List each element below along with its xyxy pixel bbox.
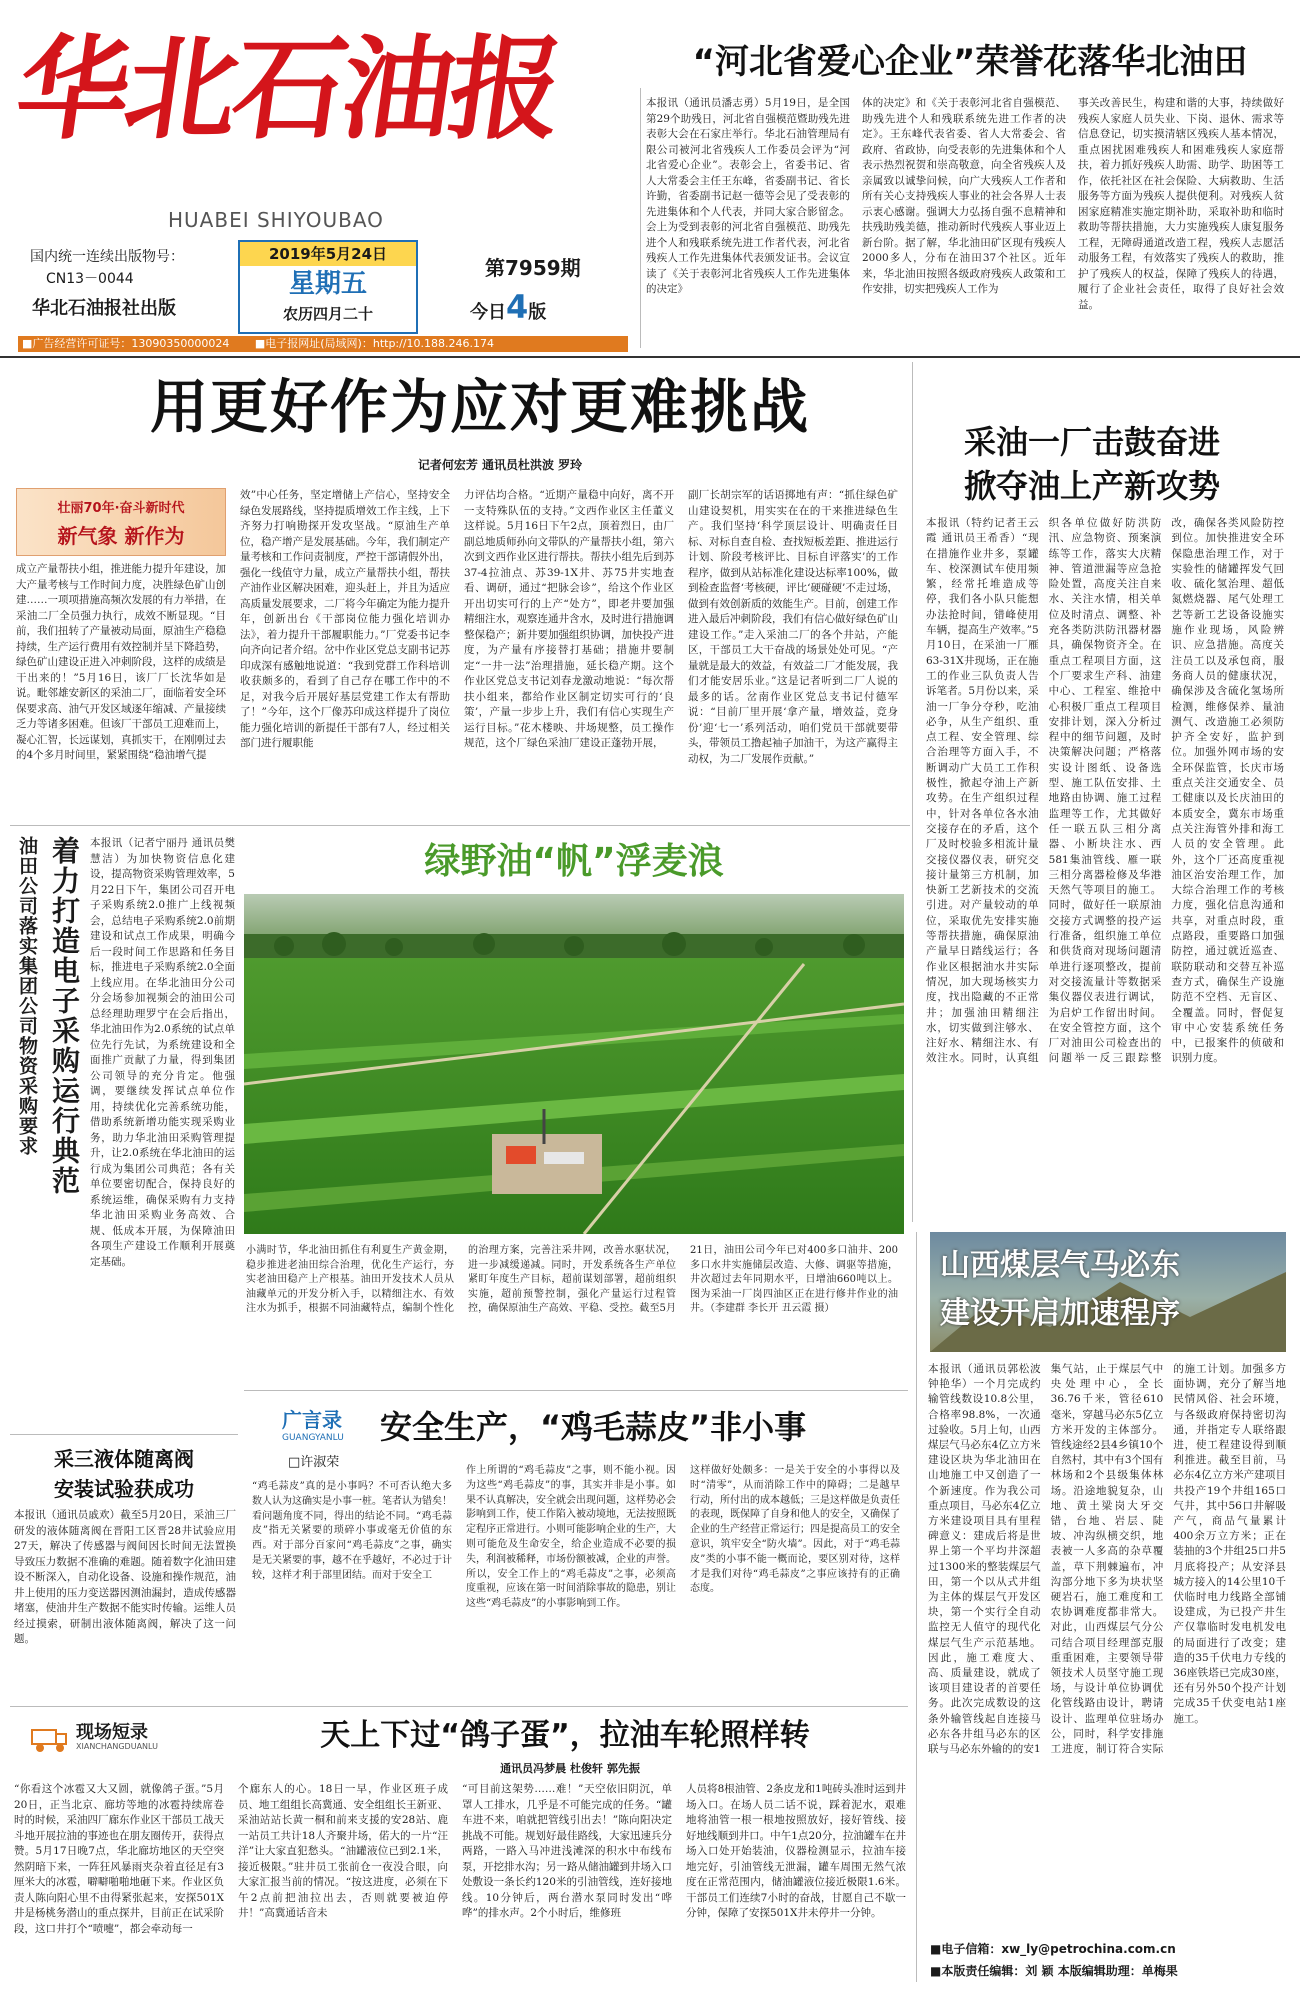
left-story2-headline <box>14 1444 234 1504</box>
bottom-headline: 天上下过“鸽子蛋”，拉油车轮照样转 <box>320 1718 810 1753</box>
bottom-col1: “你看这个冰雹又大又圆，就像鸽子蛋。”5月20日，正当北京、廊坊等地的冰雹持续席卷时的时候，采油四厂廊东作业区干部员工战天斗地开展拉油的事迹也在朋友圈传开，获得点赞。5月17日晚7点，华北廊坊地区的天空突然阴暗下来，一阵狂风暴雨夹杂着直径足有3厘米大的冰雹，噼噼啪啪地砸下来。作业区负责人陈向阳心里不由得紧张起来，安探501X井是杨桃务潜山的重点探井，目前正在试采阶段，这口井打个“喷嚏”，都会牵动每一 <box>14 1783 224 1935</box>
column-col3: 这样做好处颇多：一是关于安全的小事得以及时“清零”，从而消除工作中的障碍；二是越早行动，所付出的成本越低；三是这样做是负责任的表现，既保障了自身和他人的安全，又确保了企业的生产经营正常运行；四是提高员工的安全意识，筑牢安全“防火墙”。因此，对于“鸡毛蒜皮”类的小事不能一概而论，要区别对待，这样才是我们对待“鸡毛蒜皮”之事应该持有的正确态度。 <box>690 1465 900 1595</box>
bottom-col2: 个廊东人的心。18日一早，作业区班子成员、地工组组长高冀通、安全组组长王新亚、采油站站长黄一桐和前来支援的安28站、鹿一站员工共计18人齐聚井场，偌大的一片“汪洋”让大家直犯愁头。“油罐液位已到2.1米，接近极限。”驻井员工张前仓一夜没合眼，向大家汇报当前的情况。“按这进度，必须在下午2点前把油拉出去，否则就要被迫停井！”高冀通话音未 <box>238 1783 448 1919</box>
photo-caption: 小满时节，华北油田抓住有利夏生产黄金期，稳步推进老油田综合治理，优化生产运行，夯实老油田稳产上产根基。油田开发技术人员从油藏单元的开发分析入手，以精细注水、有效注水为抓手，根据不同油藏特点，编制个性化的治理方案，完善注采井网，改善水驱状况，进一步减缓递减。同时，开发系统各生产单位紧盯年度生产目标，超前谋划部署，超前组织实施，超前预警控制，强化产量运行过程管控，确保原油生产高效、平稳、受控。截至5月21日，油田公司今年已对400多口油井、200多口水井实施储层改造、大修、调驱等措施，井次超过去年同期水平，日增油660吨以上。图为采油一厂岗四油区正在进行修井作业的油井。（李建群 李长开 丑云霞 摄） <box>246 1245 898 1314</box>
right-story2-body: 本报讯（通讯员郭松波 钟艳华）一个月完成约输管线数设10.8公里，合格率98.8%，一次通过验收。5月上旬，山西煤层气马必东4亿立方米建设区块为华北油田在山地施工中又创造了一个新速度。作为我公司重点项目，马必东4亿立方米建设项目具有里程碑意义：建成后将是世界上第一个平均井深超过1300米的整装煤层气田，第一个以从式井组为主体的煤层气开发区块，第一个实行全自动监控无人值守的现代化煤层气生产示范基地。因此，施工难度大、高、质量建设，就成了该项目建设者的首要任务。此次完成数设的这条外输管线起自连接马必东各井组马必东的区联与马必东外输的的安1集气站，止于煤层气中央处理中心，全长36.76千米，管径610毫米，穿越马必东5亿立方米开发的主体部分。管线途经2县4乡镇10个自然村，其中有3个国有林场和2个县级集体林场。沿途地貌复杂，山地、黄土梁岗大牙交错，台地、岩层、陡坡、冲沟纵横交织，地表被一人多高的杂草覆盖，草下荆棘遍布，冲沟部分地下多为块状坚硬岩石，施工难度和工农协调难度都非常大。对此，山西煤层气分公司结合项目经理部克服重重困难，主要领导带领技术人员坚守施工现场，与设计单位协调优化管线路由设计，聘请设计、监理单位驻场办公，同时，科学安排施工进度，制订符合实际的施工计划。加强多方面协调，充分了解当地民情风俗、社会环境，与各级政府保持密切沟通，并指定专人联络跟进，使工程建设得到顺利推进。截至目前，马必东4亿立方米产建项目共投产19个井组165口气井，其中56口井解吸产气，商品气量累计400余万立方米；正在装抽的3个井组25口井5月底将投产；从安泽县城方接入的14公里10千伏临时电力线路全部铺设建成，为已投产井生产仅靠临时发电机发电的局面进行了改变；建造的35千伏电力专线的36座铁塔已完成30座，还有另外50个投产计划完成35千伏变电站1座施工。 <box>928 1363 1286 1756</box>
bottom-col4: 人员将8根油管、2条皮龙和1吨砖头准时运到井场入口。在场人员二话不说，踩着泥水，艰难地将油管一根一根地按照放好，接好管线、接好地线顺到井口。中午1点20分，拉油罐车在井场入口处开始装油，仪器检测显示，拉油车接地完好，引油管线无泄漏，罐车周围无然气浓度在正常范围内，储油罐液位接近极限1.6米。干部员工们连续7小时的奋战，甘愿自己不歇一分钟，保障了安探501X井未停井一分钟。 <box>686 1783 906 1919</box>
lead-col3: 力评估均合格。“近期产量稳中向好，离不开一支特殊队伍的支持。”文西作业区主任董义这样说。5月16日下午2点，顶着烈日，由厂副总地质师孙向文带队的产量帮扶小组，第六次到文西作业区进行帮扶。帮扶小组先后到苏37-4拉油点、苏39-1X井、苏75井实地查看、调研，通过“把脉会诊”，给这个作业区开出切实可行的上产“处方”，即老井要加强精细注水，观察连通井含水，及时进行措施调整保稳产；新井要加强组织协调，加快投产进度，为产量有序接替打基础；措施井要制定“一井一法”治理措施，延长稳产期。这个作业区党总支书记刘春龙激动地说：“每次帮扶小组来，都给作业区制定切实可行的‘良策’，产量一步步上升，我们有信心实现生产运行目标。”花木楼映、井场规整，员工操作规范，这个厂绿色采油厂建设正蓬勃开展， <box>464 489 674 749</box>
right-story-body: 本报讯（特约记者王云霞 通讯员王希香）“现在措施作业井多，泵罐车、校深测试车使用频繁，经常托堆造成等停，我们各小队只能想办法抢时间，错峰使用车辆，提高生产效率。”5月10日，在采油一厂雁63-31X井现场，正在施工的作业三队负责人告诉笔者。5月份以来，采油一厂争分夺秒，吃油必争，从生产组织、重点工程、安全管理、综合治理等方面入手，不断调动广大员工工作积极性，掀起夺油上产新攻势。在生产组织过程中，针对各单位各水油交接存在的矛盾，这个厂及时校验多相流计量交接仪器仪表，研究交接计量第三方机制，加快新工艺新技术的交流引进。对产量较动的单位，采取优先安排实施等帮扶措施，确保原油产量早日踏线运行；各作业区根据油水井实际情况，加大现场核实力度，找出隐藏的不正常井；加强油田精细注水，切实做到注够水、注好水、精细注水、有效注水。同时，认真组织各单位做好防洪防汛、应急物资、预案演练等工作，落实大庆精神、管道泄漏等应急抢险处置，高度关注自来水、关注水情，相关单位及时清点、调整、补充各类防洪防汛器材器具，确保物资齐全。在重点工程项目方面，这个厂要求生产科、油建中心、工程室、维抢中心积极厂重点工程项目安排计划，深入分析过程中的细节问题，及时决策解决问题；严格落实设计图纸、设备选型、施工队伍安排、土地路由协调、施工过程监理等工作，尤其做好任一联五队三相分离器、小断块注水、西581集油管线、雁一联三相分离器检修及华港天然气等项目的施工。同时，做好任一联原油交接方式调整的投产运行准备，组织施工单位和供货商对现场问题清单进行逐项整改，提前对交接流量计等数据采集仪器仪表进行调试，为启炉工作留出时间。在安全管控方面，这个厂对油田公司检查出的问题举一反三跟踪整改，确保各类风险防控到位。加快推进安全环保隐患治理工作，对于实验性的储罐挥发气回收、硫化氢治理、超低氮燃烧器、尾气处理工艺等新工艺设备设施实施作业现场，风险辨识、应急措施。高度关注员工以及承包商，服务商人员的健康状况，确保涉及含硫化氢场所检测，维修保养、量油测气、改造施工必须防护齐全安好，监护到位。加强外网市场的安全环保监管，长庆市场重点关注交通安全、员工健康以及长庆油田的本质安全，冀东市场重点关注海管外排和海工人员的安全管理。此外，这个厂还高度重视油区治安治理工作，加大综合治理工作的考核力度，强化信息沟通和共享，对重点时段，重点路段，重要路口加强防控，通过就近巡查、联防联动和交替互补巡查方式，确保生产设施防范不空档、无盲区、全覆盖。同时，督促复审中心安装系统任务中，已报案件的侦破和识别力度。 <box>926 517 1284 1065</box>
weekday: 星期五 <box>288 269 367 299</box>
column-logo-text: 广言录 <box>282 1408 342 1432</box>
coalbed-headline-line1: 山西煤层气马必东 <box>940 1248 1180 1283</box>
right-headline-line1: 采油一厂击鼓奋进 <box>964 423 1221 461</box>
serial-number: CN13－0044 <box>46 271 134 287</box>
column-author: □许淑荣 <box>288 1455 340 1470</box>
masthead <box>0 0 640 352</box>
bottom-logo-pinyin: XIANCHANGDUANLU <box>76 1742 158 1751</box>
column-logo <box>252 1404 372 1474</box>
bottom-logo <box>30 1712 200 1772</box>
date-text: 2019年5月24日 <box>240 242 416 266</box>
bottom-byline: 通讯员冯梦晨 杜俊轩 郭先振 <box>500 1762 640 1775</box>
truck-icon <box>30 1718 70 1754</box>
bottom-col3: “可目前这架势……难！”天空依旧阴沉，单罩人工排水，几乎是不可能完成的任务。“罐车进不来，咱就把管线引出去！”陈向阳决定挑战不可能。规划好最佳路线，大家迅速兵分两路，一路入马冲进浅滩深的积水中布线布泵，开挖排水沟；另一路从储油罐到井场入口处敷设一条长约120米的引油管线，连好接地线。10分钟后，两台潜水泵同时发出“哗哗”的排水声。2个小时后，维修班 <box>462 1783 672 1919</box>
photo-title: 绿野油“帆”浮麦浪 <box>424 841 724 882</box>
publisher: 华北石油报社出版 <box>32 298 176 319</box>
right-headline-line2: 掀夺油上产新攻势 <box>964 467 1221 505</box>
footer-email[interactable]: ■电子信箱：xw_ly@petrochina.com.cn <box>930 1942 1176 1956</box>
coalbed-banner <box>930 1232 1286 1352</box>
lead-col2: 效”中心任务，坚定增储上产信心，坚持安全绿色发展路线，坚持提质增效工作主线，上下齐努力打响勘探开发攻坚战。“原油生产单位，稳产增产是发展基础。今年，我们制定产量考核和工作问责制度，严控干部请假外出，强化一线值守力量，成立产量帮扶小组，帮扶产油作业区解决困难，迎头赶上，并且为适应高质量发展要求，二厂将今年确定为能力提升年，创新出台《干部岗位能力强化培训办法》，着力提升干部履职能力。”厂党委书记李向齐向记者介绍。岔中作业区党总支副书记苏印成深有感触地说道：“我到党群工作科培训收获颇多的，看到了自己存在哪工作中的不足，对我今后开展好基层党建工作太有帮助了！”今年，这个厂像苏印成这样提升了岗位能力强化培训的新提任干部有7人，经过相关部门进行履职能 <box>240 489 450 749</box>
lead-headline: 用更好作为应对更难挑战 <box>149 373 810 441</box>
field-photo <box>244 894 904 1234</box>
lunar-date: 农历四月二十 <box>282 305 373 323</box>
top-story-col2: 体的决定》和《关于表彰河北省自强模范、助残先进个人和残联系统先进工作者的决定》。王东峰代表省委、省人大常委会、省政府、省政协，向受表彰的先进集体和个人表示热烈祝贺和崇高敬意，向全省残疾人及亲属致以诚挚问候，向广大残疾人工作者和所有关心支持残疾人事业的社会各界人士表示衷心感谢。强调大力弘扬自强不息精神和扶残助残美德，推动新时代残疾人事业迈上新台阶。据了解，华北油田矿区现有残疾人2000多人，分布在油田37个社区。近年来，华北油田按照各级政府残疾人政策和工作安排，切实把残疾人工作为 <box>862 97 1066 295</box>
badge-line2: 新气象 新作为 <box>57 524 185 548</box>
left2-headline-line2: 安装试验获成功 <box>54 1477 194 1501</box>
masthead-pinyin: HUABEI SHIYOUBAO <box>168 208 384 232</box>
right-story-headline <box>924 420 1292 508</box>
coalbed-headline-line2: 建设开启加速程序 <box>940 1296 1180 1331</box>
column-headline: 安全生产，“鸡毛蒜皮”非小事 <box>380 1408 807 1446</box>
lead-col4: 副厂长胡宗军的话语掷地有声：“抓住绿色矿山建设契机，用实实在在的干来推进绿色生产。我们坚持‘科学顶层设计、明确责任目标、对标自查自检、查找短板差距、推进运行计划、阶段考核评比、目标自评落实’的工作程序，做到从站标准化建设达标率100%，做到检查监督‘考核硬，评比‘硬碰硬’不走过场，做到有效创新质的效能生产。目前，创建工作进入最后冲刺阶段，我们有信心做好绿色矿山建设工作。”走入采油二厂的各个井站，产能区，干部员工大干奋战的场景处处可见。“产量就是最大的效益，有效益二厂才能发展，我们才能安居乐业。”这是记者听到二厂人说的最多的话。岔南作业区党总支书记付德军说：“目前厂里开展‘拿产量，增效益，竞身份’迎‘七一’系列活动，咱们党员干部就要带头，带领员工撸起袖子加油干，为这产赢得主动权，为二厂发展作贡献。” <box>688 489 898 765</box>
field-photo-svg <box>244 894 904 1234</box>
vertical-headline: 着力打造电子采购运行典范 <box>48 836 81 1196</box>
bottom-logo-text: 现场短录 <box>76 1722 148 1743</box>
badge-line1: 壮丽70年·奋斗新时代 <box>57 501 185 516</box>
top-story-headline: “河北省爱心企业”荣誉花落华北油田 <box>692 42 1248 82</box>
page-count: 今日4版 <box>470 288 547 326</box>
anniversary-badge <box>16 488 226 556</box>
top-story-col3: 事关改善民生，构建和谐的大事，持续做好残疾人家庭人员失业、下岗、退休、需求等信息登记，切实摸清辖区残疾人基本情况，重点困扰困难残疾人和困难残疾人家庭帮扶，着力抓好残疾人助需、助学、助困等工作，依托社区在社会保险、大病救助、生活服务等方面为残疾人提供便利。对残疾人贫困家庭精准实施定期补助，采取补助和临时救助等帮扶措施，大力实施残疾人康复服务工程，无障碍通道改造工程，残疾人志愿活动服务工程，有效落实了残疾人的救助，推护了残疾人的权益，保障了残疾人的待遇，履行了企业社会责任，取得了良好社会效益。 <box>1078 97 1284 311</box>
lead-col1: 成立产量帮扶小组，推进能力提升年建设，加大产量考核与工作时间力度，决胜绿色矿山创建……一项项措施高频次发展的有力举措，在采油二厂全员强力执行，成效不断显现。“目前，我们扭转了产量被动局面，原油生产稳稳持续，生产运行费用有效控制并呈下降趋势，绿色矿山建设正进入冲刺阶段，这样的成绩是干出来的！”5月16日，该厂厂长沈华如是说。毗邻雄安新区的采油二厂，面临着安全环保要求高、油气开发区域逐年缩减、产量接续乏力等诸多困难。但该厂干部员工迎难而上，凝心汇智，长远谋划，真抓实干，在刚刚过去的4个多月时间里，紧紧围绕“稳油增气提 <box>16 563 226 761</box>
footer-editors: ■本版责任编辑：刘 颖 本版编辑助理：单梅果 <box>930 1964 1178 1978</box>
vertical-subhead: 油田公司落实集团公司物资采购要求 <box>16 836 38 1156</box>
column-col2: 作上所谓的“鸡毛蒜皮”之事，则不能小视。因为这些“鸡毛蒜皮”的事，其实并非是小事。如果不认真解决，安全就会出现问题，这样势必会影响到工作，使工作陷入被动境地，无法按照既定程序正常进行。小则可能影响企业的生产，大则可能危及生命安全，给企业造成不必要的损失，利润被稀释，市场份额被减，企业的声誉。所以，安全工作上的“鸡毛蒜皮”之事，必须高度重视，应该在第一时间消除事故的隐患，别让这些“鸡毛蒜皮”的小事影响到工作。 <box>466 1465 676 1610</box>
column-col1: “鸡毛蒜皮”真的是小事吗？不可否认绝大多数人认为这确实是小事一桩。笔者认为错矣！看问题角度不同，得出的结论不同。“鸡毛蒜皮”指无关紧要的琐碎小事或毫无价值的东西。对于部分百家问“鸡毛蒜皮”之事，确实是无关紧要的事，越不在乎越好，不必过于计较，这样才利于部里团结。而对于安全工 <box>252 1481 452 1581</box>
left-story2-body: 本报讯（通讯员戚欢）截至5月20日，采油三厂研发的液体随离阀在晋阳工区晋28井试验应用27天，解决了传感器与阀间因长时间无法置换导致压力数据不准确的难题。随着数字化油田建设不断深入，自动化设备、设施和操作规范，油井上使用的压力变送器因测油漏封，造成传感器堵塞，使油井生产数据不能实时传输。运维人员经过摸索，研制出液体随离阀，解决了这一问题。 <box>14 1509 236 1645</box>
serial-label: 国内统一连续出版物号： <box>30 249 184 265</box>
lead-byline: 记者何宏芳 通讯员杜洪波 罗玲 <box>417 458 583 472</box>
column-logo-pinyin: GUANGYANLU <box>282 1433 344 1443</box>
issue-number: 第7959期 <box>485 256 581 280</box>
vertical-story-body: 本报讯（记者宁丽丹 通讯员樊慧洁）为加快物资信息化建设，提高物资采购管理效率，5月22日下午，集团公司召开电子采购系统2.0推广上线视频会，总结电子采购系统2.0前期建设和试点工作成果，明确今后一段时间工作思路和任务目标，推进电子采购系统2.0全面上线应用。在华北油田分公司分会场参加视频会的油田公司总经理助理罗宁在会后指出，华北油田作为2.0系统的试点单位先行先试，为系统建设和全面推广贡献了力量，得到集团公司领导的充分肯定。他强调，要继续发挥试点单位作用，持续优化完善系统功能，借助系统新增功能实现采购业务，助力华北油田采购管理提升，让2.0系统在华北油田的运行成为集团公司典范；各有关单位要密切配合，保持良好的系统运维，确保采购有力支持华北油田采购业务高效、合规、低成本开展，为保障油田各项生产建设工作顺利开展奠定基础。 <box>90 837 235 1268</box>
left2-headline-line1: 采三液体随离阀 <box>54 1447 194 1471</box>
license-bar: ■广告经营许可证号：13090350000024 ■电子报网址(局域网)：http://10.188.246.174 <box>18 336 628 352</box>
date-box <box>238 240 418 334</box>
masthead-logo: 华北石油报 <box>8 24 568 155</box>
top-story-col1: 本报讯（通讯员潘志勇）5月19日，是全国第29个助残日，河北省自强模范暨助残先进表彰大会在石家庄举行。华北石油管理局有限公司被河北省残疾人工作委员会评为“河北省爱心企业”。表彰会上，省委书记、省人大常委会主任王东峰，省委副书记、省长许勤，省委副书记赵一德等会见了受表彰的先进集体和个人代表，并同大家合影留念。会上为受到表彰的河北省自强模范、助残先进个人和残联系统先进工作者代表，河北省残疾人工作先进集体代表颁发证书。会议宣读了《关于表彰河北省残疾人工作先进集体的决定》 <box>646 97 850 295</box>
